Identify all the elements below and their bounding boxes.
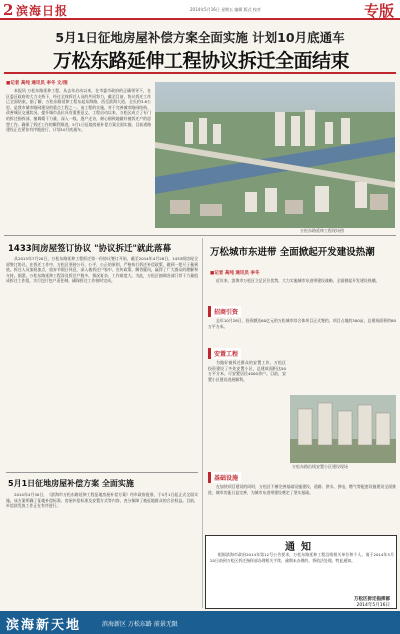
section-label: 专版 <box>363 2 394 20</box>
notice-box <box>205 535 397 609</box>
right-body-1 <box>208 318 396 342</box>
resettlement-image <box>290 395 396 463</box>
dateline: 2014年5月16日 星期五 编辑 版式 校对 <box>190 7 261 12</box>
main-headline: 万松东路延伸工程协议拆迁全面结束 <box>52 50 349 72</box>
right-byline: ■记者 高纯 通讯员 李冬 <box>210 271 260 276</box>
footer-logo: 滨海新天地 <box>6 618 82 633</box>
paper-name: 滨海日报 <box>16 4 69 18</box>
headline-rule <box>4 72 396 74</box>
left-story-headline: 1433间房屋签订协议 "协议拆迁"就此落幕 <box>8 244 171 254</box>
right-body-3 <box>208 484 396 530</box>
left-sub-text: 2014年4月30日，《滨海市万松东路延伸工程征地房屋补偿方案》经市政府批准，于5月1日起正式全面实施。该方案明确了征地补偿标准、房屋补偿标准及安置方式等内容，充分保障了被征地群众的合法权益。目前，补偿款发放工作正在有序进行。 <box>6 492 198 509</box>
footer-banner <box>0 611 400 634</box>
left-subdivider <box>6 472 198 473</box>
right-body-2-text: 为做好被拆迁群众的安置工作，万松区投资建设了多处安置小区，总建筑面积达50万平方米，可安置居民4000余户。目前，安置小区建设进展顺利。 <box>208 360 286 382</box>
tag-infrastructure: 基础设施 <box>208 472 241 483</box>
left-sub-headline: 5月1日征地房屋补偿方案 全面实施 <box>8 479 134 488</box>
tag-investment: 招商引资 <box>208 306 241 317</box>
main-body <box>6 88 151 228</box>
right-body-1-text: 去年10月28日，投资额达60亿元的万松城市综合体项目正式签约，项目占地约300亩，总建筑面积约80万平方米。 <box>208 318 396 329</box>
tag-resettlement: 安置工程 <box>208 348 241 359</box>
left-story-body <box>6 256 198 466</box>
notice-text: 根据滨海市政府2014年第12号公告要求，万松东路延伸工程沿线相关单位和个人，请于2014年5月20日前到万松区拆迁指挥部办理相关手续，逾期未办理的，将依法处理。特此通知。 <box>210 552 394 563</box>
left-story-text: 从2013年7月20日，万松东路延伸工程拆迁第一份协议签订开始，截至2014年4月28日，1433间房屋全部签订协议。在拆迁工作中，万松区坚持公开、公平、公正的原则，严格执行拆迁补偿政策，做到一把尺子量到底。拆迁人员加班加点，放弃节假日休息，深入被拆迁户家中，宣传政策，解答疑问，赢得了广大群众的理解和支持。据悉，万松东路延伸工程涉及拆迁户数多，情况复杂，工作难度大。为此，万松区抽调各部门骨干力量组成拆迁工作组，实行包片包户责任制，确保拆迁工作按时完成。 <box>6 256 198 284</box>
main-byline: ■记者 高纯 通讯员 李冬 文/图 <box>6 81 68 86</box>
column-divider <box>202 238 203 608</box>
page-number: 2 <box>3 1 14 19</box>
resettlement-photo <box>290 395 396 463</box>
aerial-rendering-photo <box>155 82 395 228</box>
right-body-2 <box>208 360 286 464</box>
main-body-text: 本报讯 万松东路延伸工程，从去年启动以来，在市委市政府的正确领导下，在区委区政府的大力支持下，经过全体拆迁人员的共同努力，截至目前，协议拆迁工作已全面结束。据了解，万松东路延伸工程东起东海路，西至滨海大道，全长约3.8公里，是我市城市路网建设的重点工程之一。该工程的实施，对于完善城市路网结构、改善城区交通状况、提升城市品位具有重要意义。工程启动以来，万松区成立了专门的拆迁指挥部，抽调精干力量，深入一线，逐户走访，耐心细致地做好被拆迁户的思想工作，确保了拆迁工作的顺利推进。5月1日征地房屋补偿方案全面实施，目前道路建设正在紧张有序地进行，计划10月底通车。 <box>6 88 151 133</box>
notice-date: 2014年5月16日 <box>356 603 390 608</box>
kicker-headline: 5月1日征地房屋补偿方案全面实施 计划10月底通车 <box>55 30 345 45</box>
notice-title: 通知 <box>285 542 317 553</box>
right-story-headline: 万松城市东进带 全面掀起开发建设热潮 <box>210 247 375 258</box>
resettlement-caption: 万松东路沿线安置小区建设现场 <box>292 464 348 469</box>
photo-caption: 万松东路延伸工程现场图 <box>300 228 344 233</box>
notice-body <box>210 552 394 594</box>
right-lead-text: 近年来，滨海市万松区立足区位优势，大力实施城市东进带建设战略，全面掀起开发建设热潮。 <box>216 278 380 283</box>
notice-signature: 万松区拆迁指挥部 <box>354 597 390 602</box>
masthead <box>0 0 400 20</box>
right-body-3-text: 在加快项目建设的同时，万松区不断完善基础设施建设，道路、供水、供电、燃气等配套设施建设全面推进，城市功能日益完善，为城市东进带建设奠定了坚实基础。 <box>208 484 396 495</box>
left-sub-body <box>6 492 198 606</box>
footer-slogan: 滨海新区 万松东路 前景无限 <box>102 621 178 628</box>
aerial-city-image <box>155 82 395 228</box>
right-lead <box>208 278 396 300</box>
section-divider <box>4 235 396 236</box>
